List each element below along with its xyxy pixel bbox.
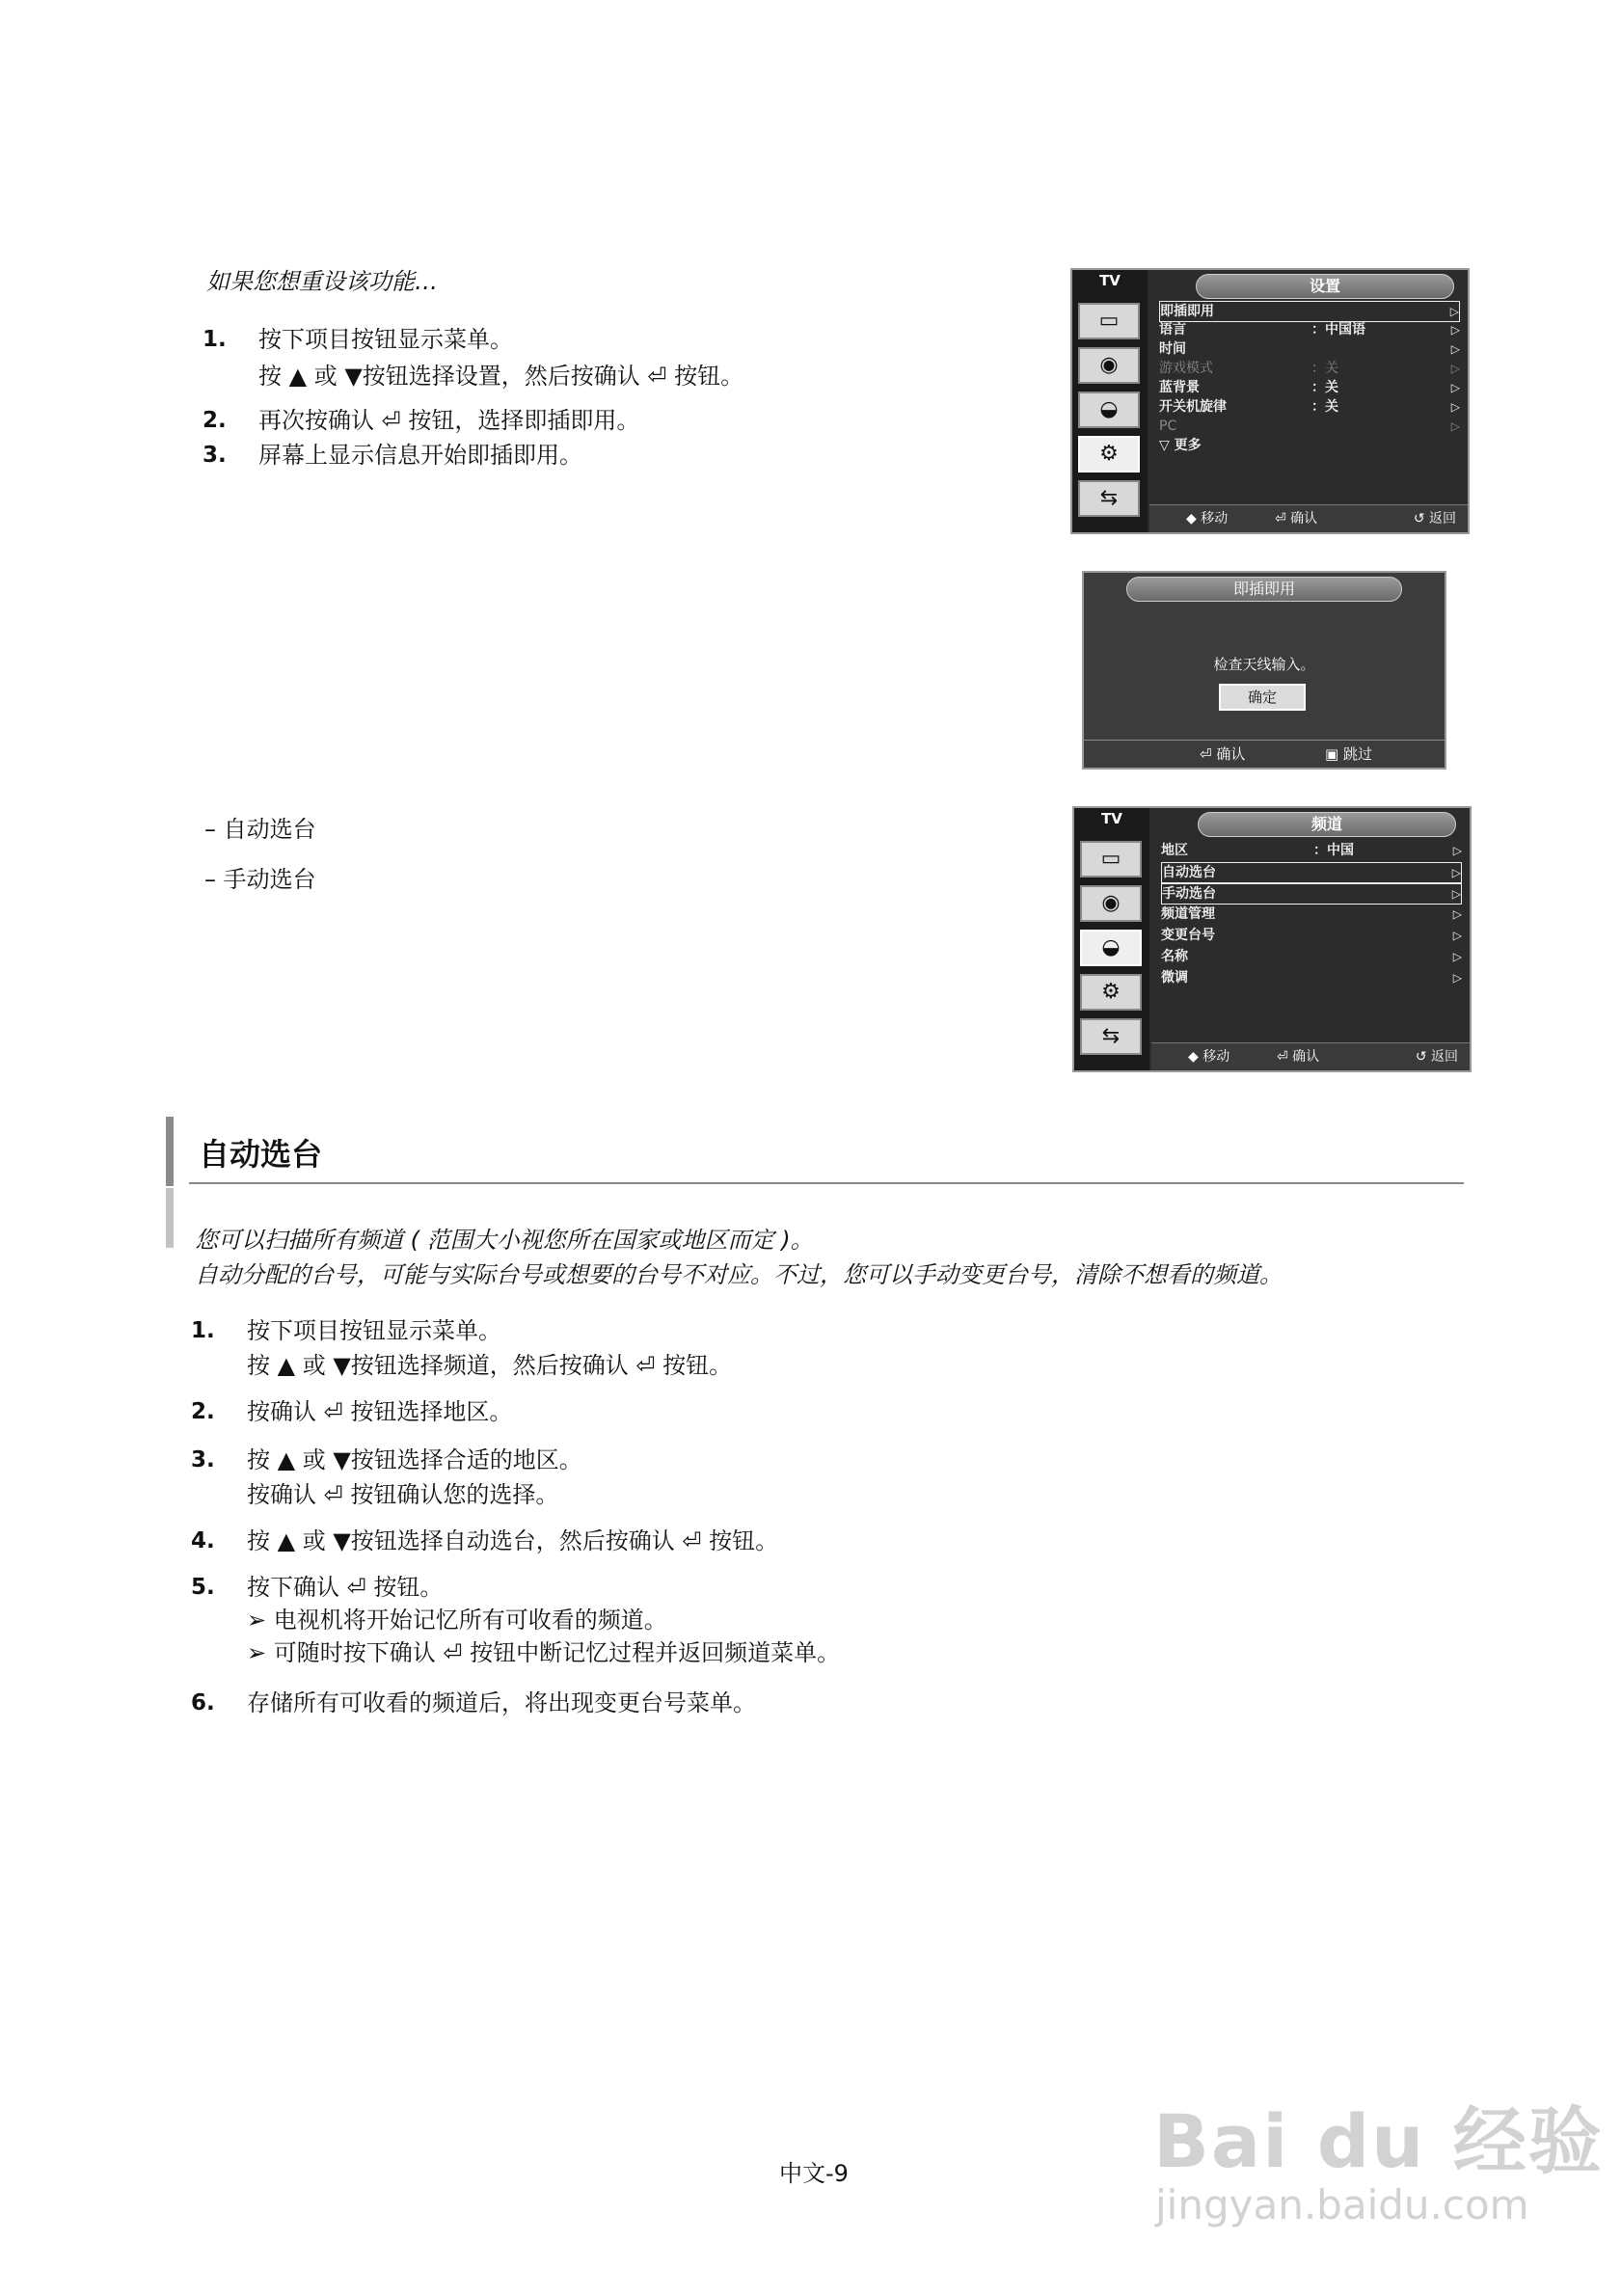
arrow-right-icon: ▷ [1452, 971, 1462, 985]
arrow-right-icon: ▷ [1450, 362, 1460, 375]
row-label: 开关机旋律 [1159, 399, 1227, 415]
row-label: 变更台号 [1161, 928, 1215, 943]
footer-enter: ⏎ 确认 [1200, 745, 1246, 763]
menu-row-channel-manager[interactable] [1161, 905, 1462, 924]
auto-step-3-line1: 按 ▲ 或 ▼按钮选择合适的地区。 [247, 1446, 582, 1473]
auto-intro-1: 您可以扫描所有频道 ( 范围大小视您所在国家或地区而定 )。 [195, 1227, 814, 1254]
auto-step-1-line2: 按 ▲ 或 ▼按钮选择频道，然后按确认 ⏎ 按钮。 [247, 1352, 733, 1379]
row-label: 手动选台 [1162, 886, 1216, 902]
arrow-right-icon: ▷ [1450, 400, 1460, 414]
menu-footer [1149, 504, 1468, 532]
arrow-right-icon: ▷ [1450, 381, 1460, 394]
row-label: 即插即用 [1160, 304, 1214, 319]
reset-intro: 如果您想重设该功能… [206, 268, 438, 295]
auto-step-3-num: 3. [191, 1447, 215, 1472]
section-divider [189, 1182, 1464, 1184]
reset-step-1-line2: 按 ▲ 或 ▼按钮选择设置，然后按确认 ⏎ 按钮。 [258, 363, 744, 390]
footer-enter: ⏎ 确认 [1277, 1049, 1320, 1065]
section-marker-lower [166, 1188, 174, 1248]
dialog-title: 即插即用 [1126, 577, 1402, 602]
menu-row-area[interactable]: 地区 ：中国 ▷ [1161, 843, 1462, 858]
arrow-right-icon: ▷ [1450, 342, 1460, 356]
dialog-message: 检查天线输入。 [1213, 656, 1315, 673]
auto-step-6-line1: 存储所有可收看的频道后，将出现变更台号菜单。 [247, 1689, 756, 1716]
row-label: PC [1159, 419, 1177, 434]
auto-step-5-note-2: ➢ 可随时按下确认 ⏎ 按钮中断记忆过程并返回频道菜单。 [247, 1639, 841, 1666]
arrow-right-icon: ▷ [1450, 419, 1460, 433]
reset-step-2-line1: 再次按确认 ⏎ 按钮，选择即插即用。 [258, 407, 640, 434]
menu-row-game-mode: 游戏模式 ：关 ▷ [1159, 361, 1460, 376]
row-label: 微调 [1161, 970, 1188, 986]
option-manual-store: – 手动选台 [204, 866, 316, 893]
footer-move: ◆ 移动 [1186, 511, 1229, 527]
footer-enter: ⏎ 确认 [1275, 511, 1318, 527]
arrow-right-icon: ▷ [1452, 844, 1462, 857]
auto-step-5-line1: 按下确认 ⏎ 按钮。 [247, 1574, 444, 1601]
menu-row-blue-screen[interactable]: 蓝背景 ：关 ▷ [1159, 380, 1460, 395]
dialog-footer [1084, 740, 1445, 768]
channel-icon[interactable]: ◒ [1078, 392, 1140, 428]
reset-step-3-num: 3. [203, 443, 227, 468]
arrow-right-icon: ▷ [1452, 929, 1462, 942]
footer-move: ◆ 移动 [1188, 1049, 1230, 1065]
row-label: 自动选台 [1162, 865, 1216, 880]
row-label: 时间 [1159, 341, 1186, 357]
menu-row-melody[interactable]: 开关机旋律 ：关 ▷ [1159, 399, 1460, 415]
menu-icon-column [1072, 270, 1148, 532]
auto-step-3-line2: 按确认 ⏎ 按钮确认您的选择。 [247, 1481, 559, 1508]
arrow-right-icon: ▷ [1451, 887, 1461, 901]
row-label: 名称 [1161, 949, 1188, 964]
option-auto-store: – 自动选台 [204, 816, 316, 843]
footer-skip: ▣ 跳过 [1325, 745, 1372, 763]
reset-step-1-num: 1. [203, 327, 227, 352]
arrow-right-icon: ▷ [1449, 305, 1459, 318]
auto-step-6-num: 6. [191, 1690, 215, 1715]
reset-step-3-line1: 屏幕上显示信息开始即插即用。 [258, 442, 582, 469]
auto-step-5-num: 5. [191, 1575, 215, 1600]
ok-button[interactable]: 确定 [1219, 684, 1306, 711]
menu-row-manual-store[interactable] [1161, 883, 1462, 905]
picture-icon[interactable]: ▭ [1080, 841, 1142, 878]
setup-icon[interactable]: ⚙ [1080, 974, 1142, 1011]
auto-step-2-num: 2. [191, 1399, 215, 1424]
input-icon[interactable]: ⇆ [1080, 1018, 1142, 1055]
menu-row-name[interactable] [1161, 947, 1462, 966]
plug-and-play-dialog [1082, 571, 1446, 770]
channel-menu [1072, 806, 1472, 1072]
section-marker [166, 1117, 174, 1186]
input-icon[interactable]: ⇆ [1078, 480, 1140, 517]
arrow-right-icon: ▷ [1451, 866, 1461, 879]
sound-icon[interactable]: ◉ [1080, 885, 1142, 922]
menu-icon-column [1074, 808, 1149, 1070]
tv-label: TV [1099, 272, 1121, 289]
menu-row-auto-store[interactable] [1161, 862, 1462, 883]
row-label: ▽ 更多 [1159, 438, 1202, 453]
menu-footer [1151, 1042, 1470, 1070]
tv-label: TV [1101, 810, 1122, 827]
reset-step-1-line1: 按下项目按钮显示菜单。 [258, 326, 513, 353]
auto-step-1-line1: 按下项目按钮显示菜单。 [247, 1317, 501, 1344]
row-label: 蓝背景 [1159, 380, 1200, 395]
menu-row-fine-tune[interactable] [1161, 968, 1462, 987]
menu-row-time[interactable] [1159, 339, 1460, 359]
row-label: 游戏模式 [1159, 361, 1213, 376]
menu-row-language[interactable]: 语言 ：中国语 ▷ [1159, 322, 1460, 338]
footer-return: ↺ 返回 [1413, 511, 1456, 527]
auto-step-4-line1: 按 ▲ 或 ▼按钮选择自动选台，然后按确认 ⏎ 按钮。 [247, 1527, 779, 1554]
auto-step-2-line1: 按确认 ⏎ 按钮选择地区。 [247, 1398, 513, 1425]
channel-icon[interactable]: ◒ [1080, 930, 1142, 966]
picture-icon[interactable]: ▭ [1078, 303, 1140, 339]
menu-row-more[interactable] [1159, 436, 1460, 455]
arrow-right-icon: ▷ [1450, 323, 1460, 337]
watermark-url: jingyan.baidu.com [1155, 2181, 1529, 2228]
menu-row-pc [1159, 417, 1460, 436]
watermark-logo: Bai du 经验 [1153, 2098, 1604, 2184]
auto-intro-2: 自动分配的台号，可能与实际台号或想要的台号不对应。不过，您可以手动变更台号，清除不想看的频道。 [195, 1261, 1283, 1288]
menu-title: 频道 [1198, 812, 1456, 837]
section-heading: 自动选台 [199, 1136, 323, 1173]
reset-step-2-num: 2. [203, 408, 227, 433]
arrow-right-icon: ▷ [1452, 907, 1462, 921]
auto-step-4-num: 4. [191, 1528, 215, 1553]
row-label: 语言 [1159, 322, 1186, 338]
menu-row-plug-and-play[interactable] [1159, 301, 1460, 322]
auto-step-5-note-1: ➢ 电视机将开始记忆所有可收看的频道。 [247, 1607, 667, 1634]
page-number: 中文-9 [779, 2160, 849, 2187]
setup-icon[interactable]: ⚙ [1078, 436, 1140, 473]
setup-menu [1070, 268, 1470, 534]
sound-icon[interactable]: ◉ [1078, 347, 1140, 384]
menu-title: 设置 [1196, 274, 1454, 299]
menu-row-sort[interactable] [1161, 926, 1462, 945]
footer-return: ↺ 返回 [1415, 1049, 1458, 1065]
row-label: 地区 [1161, 843, 1188, 858]
row-label: 频道管理 [1161, 906, 1215, 922]
auto-step-1-num: 1. [191, 1318, 215, 1343]
arrow-right-icon: ▷ [1452, 950, 1462, 963]
